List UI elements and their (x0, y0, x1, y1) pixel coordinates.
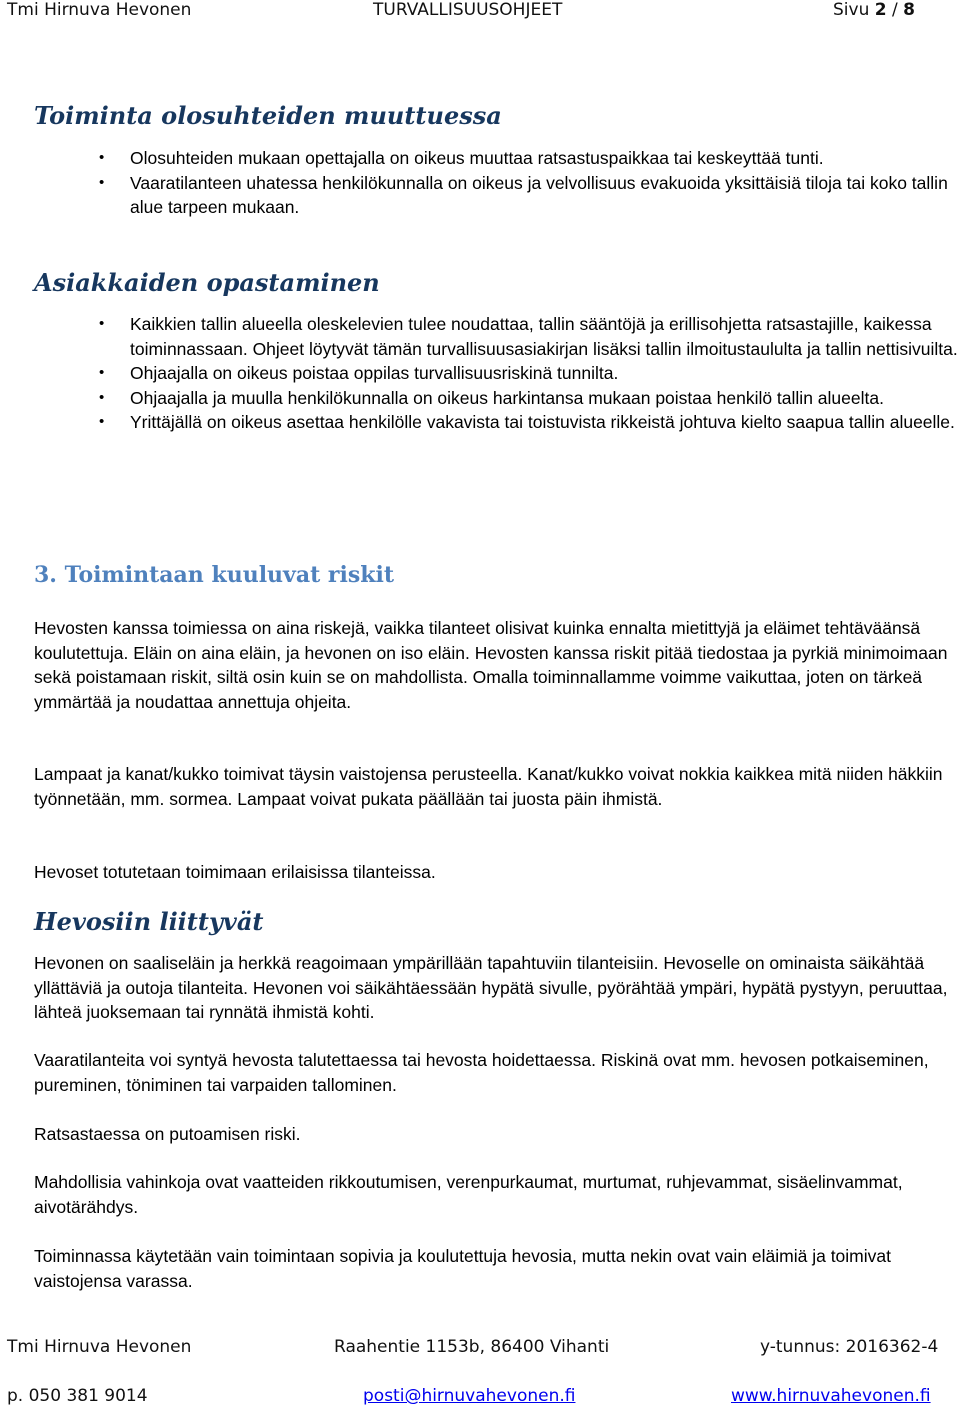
paragraph: Hevosten kanssa toimiessa on aina riskejä, vaikka tilanteet olisivat kuinka ennalta mietittyjä ja eläimet tehtäväänsä koulutettuja. Eläin on aina eläin, ja hevonen on iso eläin. Hevosten kanssa riskit pitää tiedostaa ja pyrkiä minimoimaan sekä poistamaan riskit, siltä osin kuin se on mahdollista. Omalla toiminnallamme voimme vaikuttaa, joten on tärkeä ymmärtää ja noudattaa annettuja ohjeita. (34, 618, 948, 712)
paragraph: Vaaratilanteita voi syntyä hevosta talutettaessa tai hevosta hoidettaessa. Riskinä ovat mm. hevosen potkaiseminen, pureminen, töniminen tai varpaiden tallominen. (34, 1050, 929, 1095)
page-header (0, 0, 960, 24)
footer-line-1 (0, 1337, 960, 1361)
heading-hevosiin: Hevosiin liittyvät (34, 907, 264, 936)
list-item: • Ohjaajalla on oikeus poistaa oppilas turvallisuusriskinä tunnilta. (130, 361, 960, 386)
header-company: Tmi Hirnuva Hevonen (7, 0, 192, 20)
paragraph: Lampaat ja kanat/kukko toimivat täysin vaistojensa perusteella. Kanat/kukko voivat nokkia kaikkea mitä niiden häkkiin työnnetään, mm. sormea. Lampaat voivat pukata päällään tai juosta päin ihmistä. (34, 764, 943, 809)
page-separator: / (886, 0, 904, 20)
paragraph: Toiminnassa käytetään vain toimintaan sopivia ja koulutettuja hevosia, mutta nekin ovat vain eläimiä ja toimivat vaistojensa varassa. (34, 1246, 891, 1291)
footer-website-link[interactable]: www.hirnuvahevonen.fi (731, 1386, 931, 1406)
heading-toiminta: Toiminta olosuhteiden muuttuessa (34, 101, 502, 130)
footer-phone: p. 050 381 9014 (7, 1386, 148, 1406)
list-item: • Vaaratilanteen uhatessa henkilökunnalla on oikeus ja velvollisuus evakuoida yksittäisiä tiloja tai koko tallin alue tarpeen mukaan. (130, 171, 960, 220)
footer-email-link[interactable]: posti@hirnuvahevonen.fi (363, 1386, 576, 1406)
asiakkaat-list (130, 312, 960, 435)
heading-riskit: 3. Toimintaan kuuluvat riskit (34, 562, 395, 588)
page-number (833, 0, 915, 20)
list-item: • Olosuhteiden mukaan opettajalla on oikeus muuttaa ratsastuspaikkaa tai keskeyttää tunti. (130, 146, 960, 171)
footer-address: Raahentie 1153b, 86400 Vihanti (334, 1337, 610, 1357)
page-prefix: Sivu (833, 0, 875, 20)
footer-company: Tmi Hirnuva Hevonen (7, 1337, 192, 1357)
paragraph: Ratsastaessa on putoamisen riski. (34, 1124, 301, 1144)
list-item: • Yrittäjällä on oikeus asettaa henkilölle vakavista tai toistuvista rikkeistä johtuva kielto saapua tallin alueelle. (130, 410, 960, 435)
header-document-title: TURVALLISUUSOHJEET (373, 0, 563, 20)
list-item: • Kaikkien tallin alueella oleskelevien tulee noudattaa, tallin sääntöjä ja erillisohjetta ratsastajille, kaikessa toiminnassaan. Ohjeet löytyvät tämän turvallisuusasiakirjan lisäksi tallin ilmoitustaululta ja tallin nettisivuilta. (130, 312, 960, 361)
toiminta-list (130, 146, 960, 220)
paragraph: Hevonen on saaliseläin ja herkkä reagoimaan ympärillään tapahtuviin tilanteisiin. Hevoselle on ominaista säikähtää yllättäviä ja outoja tilanteita. Hevonen voi säikähtäessään hypätä sivulle, pyörähtää ympäri, hypätä pystyyn, peruuttaa, lähteä juoksemaan tai rynnätä ihmistä kohti. (34, 953, 948, 1022)
heading-asiakkaat: Asiakkaiden opastaminen (34, 268, 380, 297)
page-total: 8 (903, 0, 915, 20)
page-current: 2 (874, 0, 887, 20)
paragraph: Hevoset totutetaan toimimaan erilaisissa tilanteissa. (34, 862, 436, 882)
footer-ytunnus: y-tunnus: 2016362-4 (760, 1337, 939, 1357)
paragraph: Mahdollisia vahinkoja ovat vaatteiden rikkoutumisen, verenpurkaumat, murtumat, ruhjevammat, sisäelinvammat, aivotärähdys. (34, 1172, 903, 1217)
footer-line-2 (0, 1386, 960, 1410)
list-item: • Ohjaajalla ja muulla henkilökunnalla on oikeus harkintansa mukaan poistaa henkilö tallin alueelta. (130, 386, 960, 411)
